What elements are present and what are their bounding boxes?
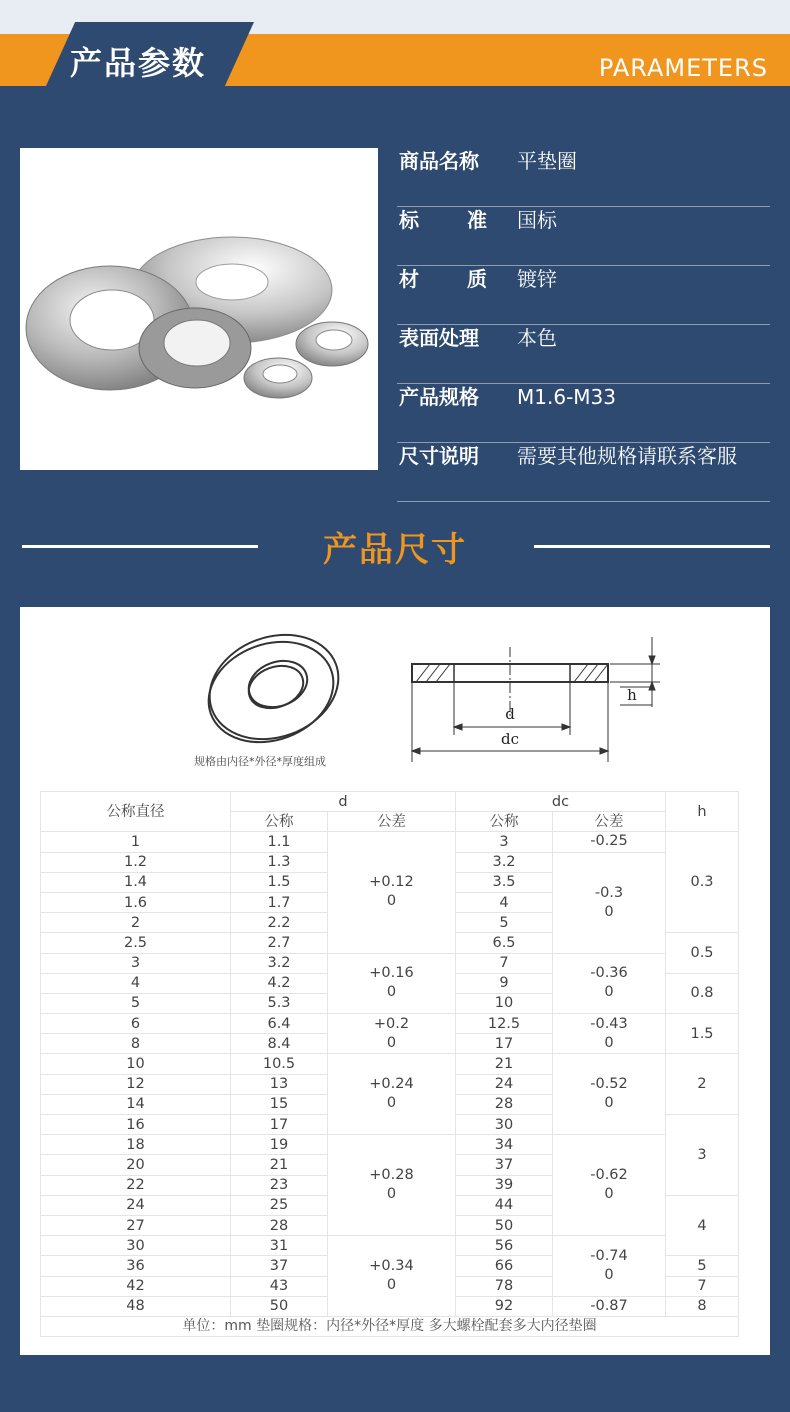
cell-d: 3.2 — [231, 953, 328, 973]
param-label: 产品规格 — [399, 385, 479, 409]
cell-nominal: 5 — [41, 993, 231, 1013]
cell-nominal: 3 — [41, 953, 231, 973]
cell-d: 13 — [231, 1074, 328, 1094]
param-label: 商品名称 — [399, 149, 479, 173]
cell-nominal: 16 — [41, 1115, 231, 1135]
param-label: 尺寸说明 — [399, 444, 479, 468]
cell-dc: 3.2 — [456, 852, 553, 872]
tolerance-upper: -0.62 — [590, 1167, 628, 1184]
cell-nominal: 8 — [41, 1034, 231, 1054]
tolerance-lower: 0 — [386, 1277, 397, 1293]
table-row — [41, 1014, 739, 1034]
cell-dc: 17 — [456, 1034, 553, 1054]
cell-dc: 66 — [456, 1256, 553, 1276]
cell-dc: 37 — [456, 1155, 553, 1175]
cell-nominal: 22 — [41, 1175, 231, 1195]
cell-nominal: 1 — [41, 832, 231, 852]
cell-dc: 9 — [456, 973, 553, 993]
tolerance-lower: 0 — [386, 984, 397, 1001]
cell-d-tolerance — [328, 832, 456, 953]
param-row — [397, 443, 770, 502]
param-label — [399, 266, 487, 292]
tolerance-upper: -0.36 — [590, 965, 628, 982]
param-value: 国标 — [517, 208, 557, 232]
dimension-table — [40, 791, 739, 1337]
tolerance-upper: -0.25 — [590, 833, 628, 850]
tolerance-lower: 0 — [386, 1186, 397, 1203]
param-label-char: 材 — [399, 267, 419, 291]
table-row — [41, 1135, 739, 1155]
cell-h: 0.3 — [666, 832, 739, 933]
param-label-char: 质 — [467, 267, 487, 291]
cell-dc-tolerance — [553, 1236, 666, 1297]
header-d: d — [231, 792, 456, 812]
cell-dc-tolerance — [553, 1054, 666, 1135]
product-photo — [20, 148, 378, 470]
cell-d: 4.2 — [231, 973, 328, 993]
param-label: 表面处理 — [399, 326, 479, 350]
cell-dc: 34 — [456, 1135, 553, 1155]
cell-h: 0.5 — [666, 933, 739, 973]
tolerance-upper: +0.2 — [373, 1015, 410, 1032]
cell-h: 7 — [666, 1276, 739, 1296]
tolerance-lower: 0 — [386, 1095, 397, 1112]
cell-d: 6.4 — [231, 1014, 328, 1034]
tolerance-upper: -0.3 — [594, 884, 624, 901]
cell-d: 1.3 — [231, 852, 328, 872]
cell-d-tolerance — [328, 953, 456, 1014]
param-row — [397, 207, 770, 266]
param-value: 镀锌 — [517, 267, 557, 291]
tolerance-upper: +0.12 — [369, 874, 414, 891]
cell-h: 2 — [666, 1054, 739, 1115]
tolerance-upper: -0.87 — [590, 1297, 628, 1314]
cell-d: 1.1 — [231, 832, 328, 852]
cell-d: 1.5 — [231, 872, 328, 892]
table-row — [41, 1236, 739, 1256]
cell-dc: 4 — [456, 892, 553, 912]
cell-d: 43 — [231, 1276, 328, 1296]
tolerance-upper: -0.43 — [590, 1015, 628, 1032]
cell-h: 8 — [666, 1296, 739, 1316]
cell-d: 10.5 — [231, 1054, 328, 1074]
cell-nominal: 12 — [41, 1074, 231, 1094]
tolerance-upper: +0.28 — [369, 1167, 414, 1184]
cell-dc: 56 — [456, 1236, 553, 1256]
header-nominal: 公称直径 — [41, 792, 231, 832]
cell-d: 28 — [231, 1215, 328, 1235]
header-h: h — [666, 792, 739, 832]
cell-d: 19 — [231, 1135, 328, 1155]
cell-nominal: 1.6 — [41, 892, 231, 912]
page-title-en: PARAMETERS — [598, 54, 768, 82]
table-footnote: 单位：mm 垫圈规格：内径*外径*厚度 多大螺栓配套多大内径垫圈 — [41, 1316, 739, 1336]
param-value: 需要其他规格请联系客服 — [517, 444, 737, 468]
param-label — [399, 207, 487, 233]
cell-dc-tolerance — [553, 1135, 666, 1236]
param-label-char: 标 — [399, 208, 419, 232]
cell-dc-tolerance — [553, 953, 666, 1014]
tolerance-upper: +0.34 — [369, 1258, 414, 1274]
cell-nominal: 42 — [41, 1276, 231, 1296]
header-dc: dc — [456, 792, 666, 812]
table-row — [41, 953, 739, 973]
tolerance-lower: 0 — [604, 1034, 614, 1051]
param-value: 平垫圈 — [517, 149, 577, 173]
tolerance-lower: 0 — [386, 893, 397, 910]
cell-d-tolerance — [328, 1054, 456, 1135]
cell-dc: 78 — [456, 1276, 553, 1296]
cell-d: 15 — [231, 1094, 328, 1114]
cell-dc: 7 — [456, 953, 553, 973]
cell-nominal: 6 — [41, 1014, 231, 1034]
cell-d: 8.4 — [231, 1034, 328, 1054]
cell-nominal: 2.5 — [41, 933, 231, 953]
cell-dc: 24 — [456, 1074, 553, 1094]
label-d: d — [505, 705, 515, 723]
param-row — [397, 325, 770, 384]
cell-h: 1.5 — [666, 1014, 739, 1054]
param-label-char: 准 — [467, 208, 487, 232]
tolerance-upper: -0.52 — [590, 1076, 628, 1093]
cell-dc: 28 — [456, 1094, 553, 1114]
cell-nominal: 24 — [41, 1195, 231, 1215]
cell-d: 17 — [231, 1115, 328, 1135]
cell-dc: 50 — [456, 1215, 553, 1235]
cell-dc-tolerance — [553, 852, 666, 953]
cell-d: 1.7 — [231, 892, 328, 912]
cell-d: 50 — [231, 1296, 328, 1316]
cell-d: 5.3 — [231, 993, 328, 1013]
tolerance-upper: -0.74 — [590, 1247, 628, 1264]
cell-nominal: 48 — [41, 1296, 231, 1316]
cell-nominal: 2 — [41, 913, 231, 933]
cell-d: 2.7 — [231, 933, 328, 953]
cross-section-drawing — [412, 637, 660, 762]
cell-nominal: 4 — [41, 973, 231, 993]
param-row — [397, 266, 770, 325]
tolerance-upper: +0.16 — [369, 965, 414, 982]
param-list — [397, 148, 770, 502]
param-value: 本色 — [517, 326, 557, 350]
tolerance-lower: 0 — [386, 1034, 397, 1051]
cell-dc-tolerance — [553, 1014, 666, 1054]
washer-photo-icon — [20, 148, 378, 470]
cell-d: 37 — [231, 1256, 328, 1276]
tolerance-lower: 0 — [604, 1266, 614, 1283]
cell-nominal: 36 — [41, 1256, 231, 1276]
cell-dc: 12.5 — [456, 1014, 553, 1034]
header-d-nominal: 公称 — [231, 812, 328, 832]
cell-dc: 92 — [456, 1296, 553, 1316]
cell-dc: 6.5 — [456, 933, 553, 953]
cell-d: 31 — [231, 1236, 328, 1256]
cell-d: 21 — [231, 1155, 328, 1175]
cell-nominal: 1.4 — [41, 872, 231, 892]
cell-h: 3 — [666, 1115, 739, 1196]
cell-h: 5 — [666, 1256, 739, 1276]
param-row — [397, 384, 770, 443]
cell-dc: 30 — [456, 1115, 553, 1135]
section-title: 产品尺寸 — [323, 530, 467, 570]
diagram-caption: 规格由内径*外径*厚度组成 — [194, 755, 326, 768]
cell-d-tolerance — [328, 1135, 456, 1236]
cell-dc: 3 — [456, 832, 553, 852]
cell-dc: 21 — [456, 1054, 553, 1074]
cell-nominal: 14 — [41, 1094, 231, 1114]
table-row — [41, 1054, 739, 1074]
param-value: M1.6-M33 — [517, 385, 616, 409]
washer-sketch-icon — [194, 617, 353, 759]
cell-nominal: 30 — [41, 1236, 231, 1256]
header-dc-tolerance: 公差 — [553, 812, 666, 832]
tolerance-lower: 0 — [604, 1186, 614, 1203]
cell-nominal: 10 — [41, 1054, 231, 1074]
table-footer-row — [41, 1316, 739, 1336]
table-row — [41, 832, 739, 852]
cell-d: 23 — [231, 1175, 328, 1195]
label-dc: dc — [500, 730, 520, 748]
dimension-panel — [20, 607, 770, 1355]
tolerance-lower: 0 — [604, 1095, 614, 1112]
cell-dc: 5 — [456, 913, 553, 933]
cell-dc: 44 — [456, 1195, 553, 1215]
cell-dc-tolerance — [553, 832, 666, 852]
cell-d: 25 — [231, 1195, 328, 1215]
washer-diagram — [20, 607, 770, 777]
table-header-row — [41, 792, 739, 812]
cell-dc-tolerance — [553, 1296, 666, 1316]
cell-d-tolerance — [328, 1014, 456, 1054]
cell-nominal: 27 — [41, 1215, 231, 1235]
cell-d: 2.2 — [231, 913, 328, 933]
cell-dc: 39 — [456, 1175, 553, 1195]
label-h: h — [627, 686, 637, 704]
cell-nominal: 1.2 — [41, 852, 231, 872]
cell-h: 0.8 — [666, 973, 739, 1013]
cell-dc: 3.5 — [456, 872, 553, 892]
param-row — [397, 148, 770, 207]
cell-d-tolerance — [328, 1236, 456, 1317]
cell-nominal: 18 — [41, 1135, 231, 1155]
cell-h: 4 — [666, 1195, 739, 1256]
tolerance-upper: +0.24 — [369, 1076, 414, 1093]
header-dc-nominal: 公称 — [456, 812, 553, 832]
cell-dc: 10 — [456, 993, 553, 1013]
tolerance-lower: 0 — [604, 984, 614, 1001]
cell-nominal: 20 — [41, 1155, 231, 1175]
page-title: 产品参数 — [70, 44, 207, 82]
header-d-tolerance: 公差 — [328, 812, 456, 832]
tolerance-lower: 0 — [604, 903, 614, 920]
